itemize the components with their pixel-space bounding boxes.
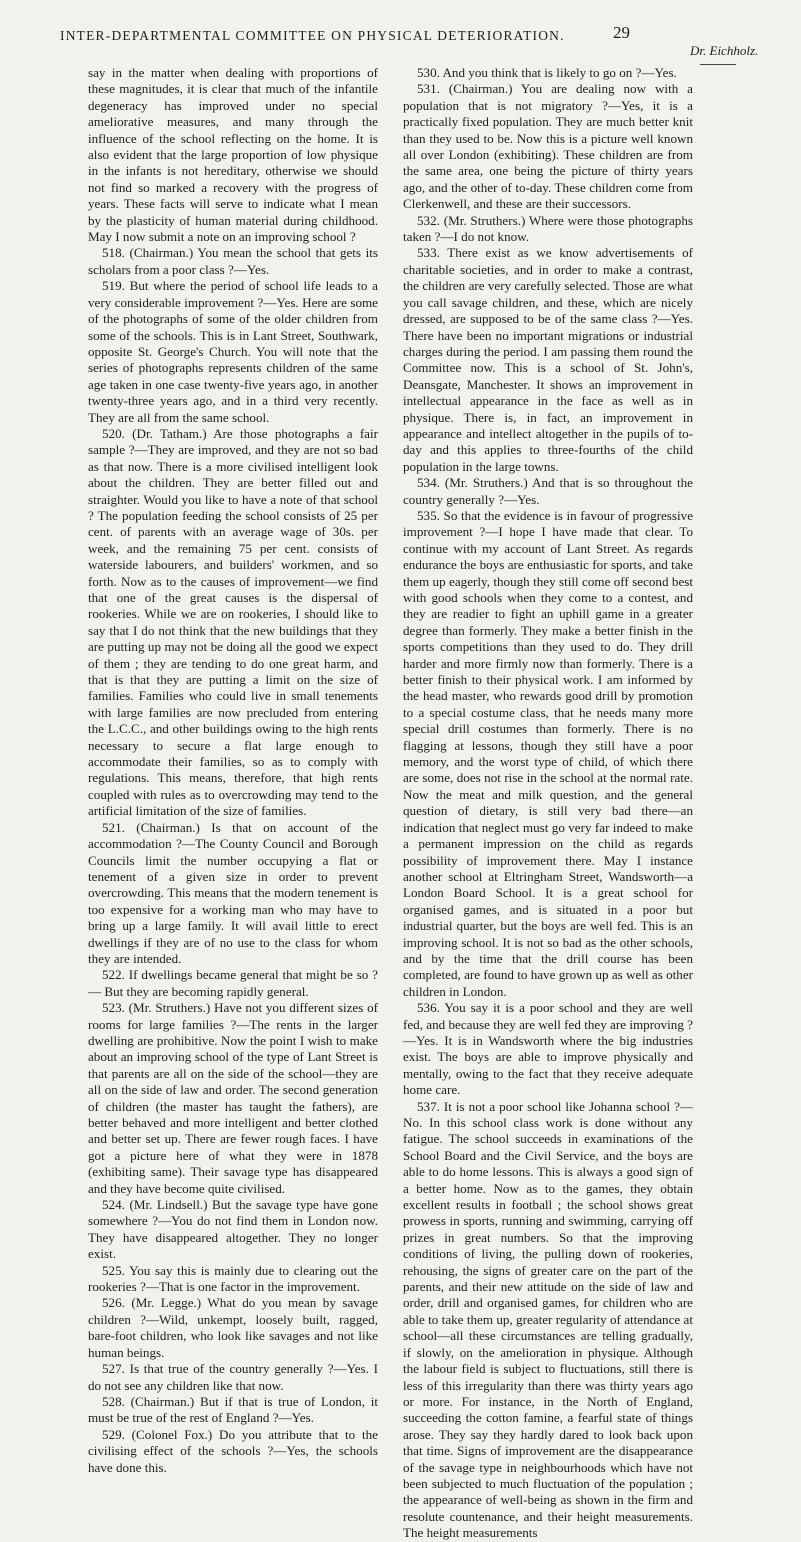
paragraph: 523. (Mr. Struthers.) Have not you different sizes of rooms for large families ?—The rents in the larger dwelling are prohibitive. Now the point I wish to make about an improving school of the type of Lant Street is that parents are all on the side of the school—they are all on the side of law and order. The second generation of children (the master has taught the fathers), are better behaved and more intelligent and better clothed and better set up. There are fewer rough faces. I have got a picture here of what they were in 1878 (exhibiting same). Their savage type has disappeared and they have become quite civilised. bbox=[88, 1000, 378, 1196]
paragraph: 524. (Mr. Lindsell.) But the savage type have gone somewhere ?—You do not find them in London now. They have disappeared altogether. They no longer exist. bbox=[88, 1197, 378, 1262]
running-title: INTER-DEPARTMENTAL COMMITTEE ON PHYSICAL DETERIORATION. bbox=[60, 28, 565, 43]
right-column bbox=[403, 65, 693, 1542]
paragraph: 529. (Colonel Fox.) Do you attribute that to the civilising effect of the schools ?—Yes, the schools have done this. bbox=[88, 1426, 378, 1475]
page-number: 29 bbox=[613, 23, 630, 42]
paragraph: 530. And you think that is likely to go on ?—Yes. bbox=[417, 65, 677, 80]
paragraph: 527. Is that true of the country generally ?—Yes. I do not see any children like that now. bbox=[88, 1361, 378, 1393]
left-column bbox=[88, 65, 378, 1476]
paragraph: 536. You say it is a poor school and they are well fed, and because they are well fed they are improving ?—Yes. It is in Wandsworth where the big industries exist. The boys are able to improve physically and mentally, owing to the fact that they receive adequate home care. bbox=[403, 1000, 693, 1098]
paragraph: say in the matter when dealing with proportions of these magnitudes, it is clear that much of the infantile degeneracy has improved under no special ameliorative measures, and many through the influence of the school reflecting on the home. It is also evident that the large proportion of low physique in the infants is not hereditary, otherwise we should not find so marked a recovery with the progress of years. These facts will serve to indicate what I mean by the plasticity of human material during childhood. May I now submit a note on an improving school ? bbox=[88, 65, 378, 245]
paragraph: 522. If dwellings became general that might be so ?— But they are becoming rapidly general. bbox=[88, 967, 378, 999]
paragraph: 532. (Mr. Struthers.) Where were those photographs taken ?—I do not know. bbox=[403, 212, 693, 245]
paragraph: 534. (Mr. Struthers.) And that is so throughout the country generally ?—Yes. bbox=[403, 475, 693, 507]
paragraph: 520. (Dr. Tatham.) Are those photographs a fair sample ?—They are improved, and they are not so bad as that now. There is a more civilised intelligent look about the children. They are better filled out and straighter. Would you like to have a note of that school ? The population feeding the school consists of 25 per cent. of parents with an average wage of 30s. per week, and the remaining 75 per cent. consists of waterside labourers, and builders' workmen, and so forth. Now as to the causes of improvement—we find that one of the great causes is the dispersal of rookeries. While we are on rookeries, I should like to say that I do not think that the new buildings that they are putting up may not be doing all the good we expect of them ; they are tending to do one great harm, and that is that they are putting a limit on the size of families. Families who could live in small tenements with large families are now precluded from entering the L.C.C., and other buildings owing to the high rents necessary to secure a flat large enough to accommodate their families, so as to comply with regulations. This means, therefore, that high rents coupled with rules as to overcrowding may tend to the artificial limitation of the size of families. bbox=[88, 425, 378, 819]
paragraph: 535. So that the evidence is in favour of progressive improvement ?—I hope I have made that clear. To continue with my account of Lant Street. As regards endurance the boys are enthusiastic for sports, and take them up eagerly, though they still come off second best with good schools when they come to a contest, and they are readier to fight an uphill game in a greater degree than formerly. They make a better finish in the sports competitions than they used to do. They drill harder and more firmly now than formerly. There is a better finish to their physical work. I am informed by the head master, who rewards good drill by promotion to a special costume class, that he needs many more special drill costumes than formerly. There is no flagging at lessons, though they still have a poor memory, and the worst type of child, of which there are some, does not rise in the school at the normal rate. Now the meat and milk question, and the general question of dietary, is still very bad there—an indication that neglect must go very far indeed to make a permanent impression on the child as regards possibility of improvement there. May I instance another school at Eltringham Street, Wandsworth—a London Board School. It is a great school for organised games, and is situated in a poor but industrial quarter, but the boys are well fed. This is an improving school. It is not so bad as the other schools, and by the time that the drill course has been completed, are found to have grown up as well as other children in London. bbox=[403, 507, 693, 999]
paragraph: 519. But where the period of school life leads to a very considerable improvement ?—Yes. Here are some of the photographs of some of the older children from some of the schools. This is in Lant Street, Southwark, opposite St. George's Church. You will note that the series of photographs represents children of the same age taken in one case twenty-five years ago, in another twenty-three years ago, and in a third very recently. They are all from the same school. bbox=[88, 278, 378, 425]
witness-margin-note: Dr. Eichholz. bbox=[690, 43, 759, 58]
paragraph: 518. (Chairman.) You mean the school that gets its scholars from a poor class ?—Yes. bbox=[88, 245, 378, 277]
paragraph: 526. (Mr. Legge.) What do you mean by savage children ?—Wild, unkempt, loosely built, ragged, bare-foot children, who look like savages and not like human beings. bbox=[88, 1295, 378, 1360]
page-header bbox=[0, 0, 801, 60]
paragraph: 525. You say this is mainly due to clearing out the rookeries ?—That is one factor in the improvement. bbox=[88, 1262, 378, 1295]
paragraph: 521. (Chairman.) Is that on account of the accommodation ?—The County Council and Borough Councils limit the number occupying a flat or tenement of a given size in order to prevent overcrowding. This means that the modern tenement is too expensive for a working man who may have to bring up a large family. It will avail little to erect dwellings if they are of no use to the class for whom they are intended. bbox=[88, 819, 378, 966]
paragraph: 528. (Chairman.) But if that is true of London, it must be true of the rest of England ?—Yes. bbox=[88, 1393, 378, 1426]
margin-rule bbox=[700, 64, 736, 65]
paragraph: 533. There exist as we know advertisements of charitable societies, and in order to make a contrast, the children are very carefully selected. Those are what you call savage children, and these, which are nicely dressed, are supposed to be of the same class ?—Yes. There have been no important migrations or industrial charges during the period. I am passing them round the Committee now. This is a school of St. John's, Deansgate, Manchester. It shows an improvement in intellectual appearance in the face as well as in physique. There is, in fact, an improvement in appearance and intellect altogether in the pupils of to-day and this applies to three-fourths of the child population in the large towns. bbox=[403, 245, 693, 474]
paragraph: 531. (Chairman.) You are dealing now with a population that is not migratory ?—Yes, it is a practically fixed population. They are much better knit than they used to be. Now this is a picture well known all over London (exhibiting). These children are from the same area, one being the picture of thirty years ago, and the other of to-day. These children come from Clerkenwell, and these are their successors. bbox=[403, 81, 693, 212]
paragraph: 537. It is not a poor school like Johanna school ?—No. In this school class work is done without any fatigue. The school succeeds in examinations of the School Board and the Civil Service, and the boys are able to do home lessons. This is always a good sign of a better home. Now as to the games, they obtain excellent results in football ; the school shows great prowess in sports, running and swimming, carrying off prizes in great numbers. So that the improving conditions of living, the pulling down of rookeries, rehousing, the signs of greater care on the part of the parents, and their new attitude on the side of law and order, drill and organised games, for children who are able to take them up, greater regularity of attendance at school—all these circumstances are telling gradually, if slowly, on the amelioration in physique. Although the labour field is subject to fluctuations, still there is less of this irregularity than there was thirty years ago or more. For instance, in the North of England, succeeding the cotton famine, a fearful state of things arose. They say they hardly dared to look back upon that time. Signs of improvement are the disappearance of the savage type in neighbourhoods which have not been subjected to much fluctuation of the population ; the appearance of well-being as shown in the firm and resolute countenance, and their height measurements. The height measurements bbox=[403, 1098, 693, 1541]
